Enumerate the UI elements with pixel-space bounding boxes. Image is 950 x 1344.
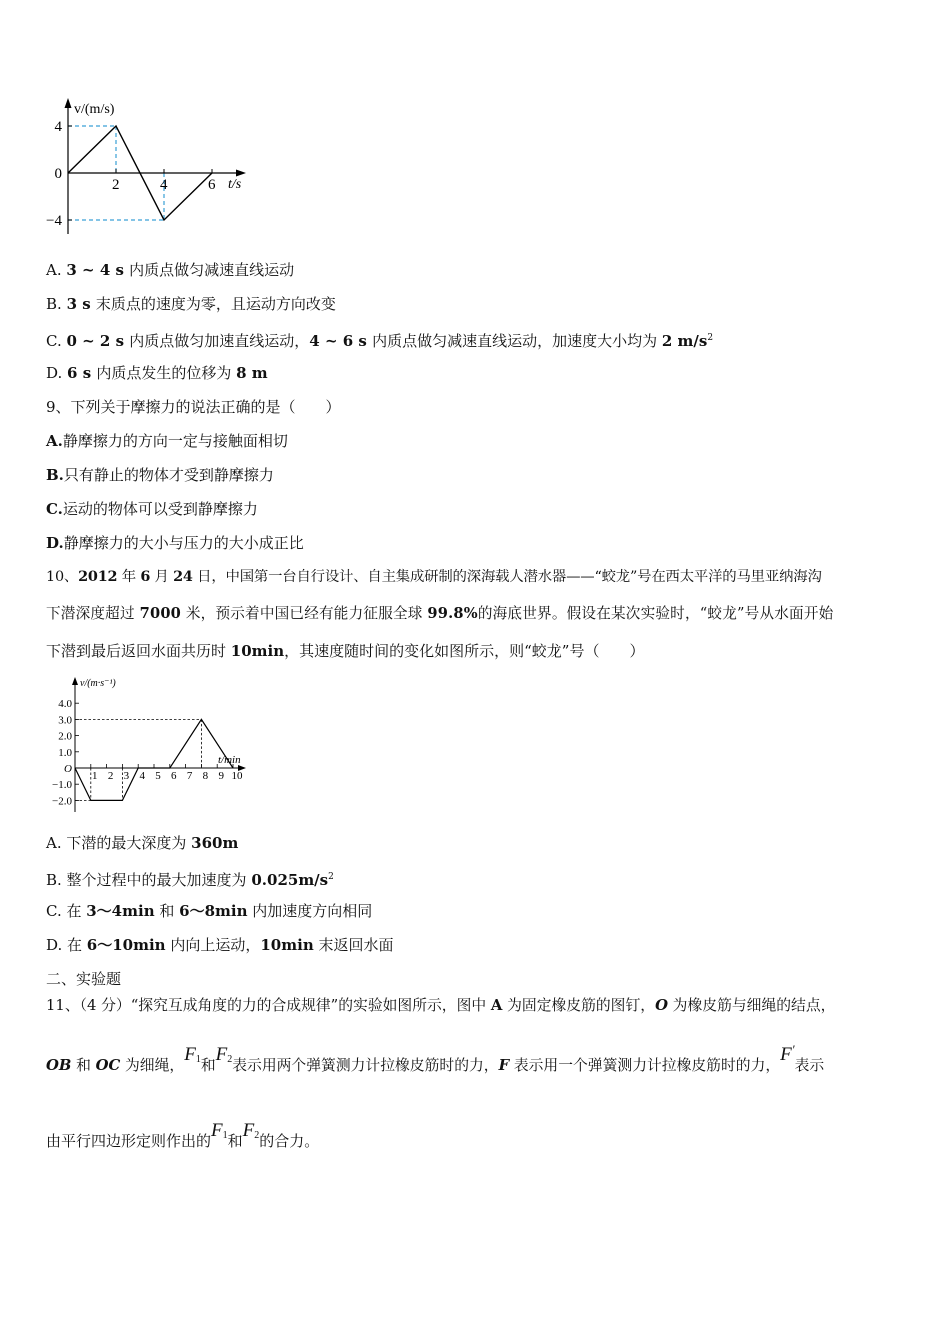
q8-option-c bbox=[46, 328, 713, 351]
option-value: 3 s bbox=[66, 295, 96, 313]
option-value: 2 m/s bbox=[661, 332, 708, 350]
stem-text: 和 bbox=[200, 1057, 216, 1074]
q11-stem-line-1 bbox=[46, 996, 835, 1016]
chart2-y-tick-label: 4.0 bbox=[58, 698, 72, 711]
stem-text: 为细绳， bbox=[120, 1057, 185, 1074]
option-text: 内质点发生的位移为 bbox=[96, 364, 237, 382]
chart1-y-tick-label: 4 bbox=[54, 119, 62, 135]
stem-number: 7000 bbox=[139, 605, 182, 622]
option-label: C. bbox=[46, 500, 63, 518]
option-label: B. bbox=[46, 466, 64, 484]
option-value: 0.025m/s bbox=[251, 871, 329, 889]
option-value: 6～8min bbox=[179, 902, 248, 920]
stem-number: 24 bbox=[173, 568, 193, 585]
force-f-prime: F′ bbox=[780, 1042, 795, 1065]
stem-text: 的海底世界。假设在某次实验时，“蛟龙”号从水面开始 bbox=[477, 605, 834, 622]
chart1-y-tick-label: −4 bbox=[46, 213, 62, 229]
stem-text: 年 bbox=[117, 569, 141, 585]
option-label: A. bbox=[46, 432, 63, 450]
option-value: 4 ~ 6 s bbox=[309, 332, 373, 350]
q8-option-b bbox=[46, 294, 336, 314]
option-text: 运动的物体可以受到静摩擦力 bbox=[62, 500, 258, 518]
symbol: OC bbox=[95, 1057, 121, 1074]
option-text: 内向上运动， bbox=[165, 936, 261, 954]
stem-text: 和 bbox=[71, 1057, 96, 1074]
q10-option-a bbox=[46, 833, 238, 853]
force-f2: $F_2$ bbox=[215, 1044, 233, 1065]
symbol: F bbox=[498, 1057, 510, 1074]
chart2-y-tick-label: 2.0 bbox=[58, 730, 72, 743]
chart2-y-tick-label: 1.0 bbox=[58, 746, 72, 759]
chart1-xlabel: t/s bbox=[228, 177, 242, 192]
chart2-x-tick-label: 8 bbox=[202, 770, 209, 782]
option-label: D. bbox=[46, 534, 64, 552]
option-label: C. bbox=[46, 332, 67, 350]
chart2-series-line bbox=[75, 719, 233, 800]
chart2-x-tick-label: 5 bbox=[155, 770, 161, 782]
force-f1: $F_1$ bbox=[211, 1120, 228, 1141]
option-text: 内质点做匀减速直线运动 bbox=[129, 261, 295, 279]
velocity-time-chart-2 bbox=[42, 672, 262, 822]
stem-text: 的合力。 bbox=[259, 1132, 320, 1150]
velocity-time-chart-1 bbox=[40, 96, 270, 246]
chart1-y-arrow bbox=[65, 98, 72, 108]
q11-stem-line-3 bbox=[46, 1120, 320, 1156]
chart1-x-tick-label: 6 bbox=[208, 177, 216, 193]
chart2-x-tick-label: 10 bbox=[231, 770, 243, 782]
stem-text: 表示用一个弹簧测力计拉橡皮筋时的力， bbox=[509, 1057, 781, 1074]
chart2-y-arrow bbox=[72, 677, 78, 685]
q10-stem-line-1 bbox=[46, 567, 822, 587]
option-label: B. bbox=[46, 295, 67, 313]
chart2-y-tick-label: −1.0 bbox=[52, 779, 72, 792]
option-value: 0 ~ 2 s bbox=[66, 332, 130, 350]
q10-stem-line-2 bbox=[46, 604, 833, 624]
option-label: A. bbox=[46, 261, 67, 279]
option-text: 和 bbox=[154, 902, 180, 920]
option-text: 静摩擦力的大小与压力的大小成正比 bbox=[63, 534, 304, 552]
option-value: 6 s bbox=[67, 364, 97, 382]
q9-stem: 9、下列关于摩擦力的说法正确的是（ ） bbox=[46, 398, 341, 416]
option-text: B. 整个过程中的最大加速度为 bbox=[46, 871, 252, 889]
stem-text: 表示 bbox=[794, 1057, 825, 1074]
option-text: 内质点做匀加速直线运动， bbox=[129, 332, 310, 350]
q10-option-d bbox=[46, 935, 394, 955]
option-value: 6～10min bbox=[86, 936, 166, 954]
chart2-x-tick-label: 9 bbox=[218, 770, 224, 782]
chart2-x-tick-label: 1 bbox=[92, 770, 98, 782]
q10-stem-line-3 bbox=[46, 641, 644, 661]
chart2-x-tick-label: 6 bbox=[171, 770, 177, 782]
option-text: D. 在 bbox=[46, 936, 87, 954]
option-value: 8 m bbox=[236, 364, 268, 382]
symbol: O bbox=[655, 997, 668, 1014]
chart2-x-tick-label: 2 bbox=[107, 770, 114, 782]
stem-number: 99.8% bbox=[427, 605, 478, 622]
option-text: 只有静止的物体才受到静摩擦力 bbox=[63, 466, 274, 484]
chart2-x-tick-label: 7 bbox=[186, 770, 193, 782]
stem-text: 由平行四边形定则作出的 bbox=[46, 1132, 212, 1150]
option-label: D. bbox=[46, 364, 68, 382]
option-text: A. 下潜的最大深度为 bbox=[46, 834, 192, 852]
stem-text: ，其速度随时间的变化如图所示，则“蛟龙”号（ ） bbox=[284, 642, 645, 660]
q10-option-c bbox=[46, 901, 372, 921]
stem-text: 和 bbox=[227, 1132, 243, 1150]
option-value: 3～4min bbox=[86, 902, 155, 920]
stem-text: 10、 bbox=[46, 569, 79, 585]
stem-text: 米，预示着中国已经有能力征服全球 bbox=[181, 605, 428, 622]
stem-text: 月 bbox=[150, 569, 174, 585]
stem-number: 10min bbox=[230, 642, 285, 660]
force-f1: $F_1$ bbox=[184, 1044, 201, 1065]
superscript: 2 bbox=[328, 872, 334, 882]
option-text: 末质点的速度为零，且运动方向改变 bbox=[95, 295, 336, 313]
q9-option-c bbox=[46, 499, 258, 519]
q8-option-d bbox=[46, 363, 268, 383]
stem-text: 为橡皮筋与细绳的结点， bbox=[667, 997, 836, 1014]
option-value: 10min bbox=[260, 936, 314, 954]
chart2-x-tick-label: 4 bbox=[139, 770, 145, 782]
chart2-ylabel: v/(m·s⁻¹) bbox=[80, 678, 116, 689]
option-value: 3 ~ 4 s bbox=[66, 261, 130, 279]
q11-stem-line-2 bbox=[46, 1042, 825, 1080]
q9-option-d bbox=[46, 533, 304, 553]
option-text: 末返回水面 bbox=[313, 936, 394, 954]
option-text: C. 在 bbox=[46, 902, 87, 920]
chart2-xlabel: t/min bbox=[218, 754, 241, 766]
symbol: OB bbox=[46, 1057, 72, 1074]
chart1-x-tick-label: 2 bbox=[112, 177, 120, 193]
option-text: 内加速度方向相同 bbox=[247, 902, 373, 920]
stem-number: 6 bbox=[140, 568, 151, 585]
chart2-y-tick-label: O bbox=[64, 763, 72, 775]
stem-text: 表示用两个弹簧测力计拉橡皮筋时的力， bbox=[232, 1057, 499, 1074]
option-text: 内质点做匀减速直线运动，加速度大小均为 bbox=[372, 332, 662, 350]
stem-text: 为固定橡皮筋的图钉， bbox=[502, 997, 656, 1014]
stem-text: 11、（4 分）“探究互成角度的力的合成规律”的实验如图所示，图中 bbox=[46, 997, 491, 1014]
stem-text: 下潜到最后返回水面共历时 bbox=[46, 642, 231, 660]
superscript: 2 bbox=[707, 333, 714, 343]
stem-number: 2012 bbox=[78, 568, 118, 585]
force-f2: $F_2$ bbox=[242, 1120, 260, 1141]
symbol: A bbox=[490, 997, 503, 1014]
option-value: 360m bbox=[191, 834, 239, 852]
q9-option-b bbox=[46, 465, 274, 485]
stem-text: 日，中国第一台自行设计、自主集成研制的深海载人潜水器——“蛟龙”号在西太平洋的马里亚纳海沟 bbox=[192, 569, 822, 585]
chart2-x-tick-label: 3 bbox=[123, 770, 130, 782]
q9-option-a bbox=[46, 431, 288, 451]
section-title: 二、实验题 bbox=[46, 970, 122, 988]
q10-option-b bbox=[46, 867, 334, 890]
chart2-y-tick-label: −2.0 bbox=[52, 795, 72, 808]
chart1-ylabel: v/(m/s) bbox=[74, 102, 115, 117]
chart2-y-tick-label: 3.0 bbox=[58, 714, 72, 727]
chart1-x-arrow bbox=[236, 170, 246, 177]
chart1-y-tick-label: 0 bbox=[54, 166, 62, 182]
stem-text: 下潜深度超过 bbox=[46, 605, 140, 622]
option-text: 静摩擦力的方向一定与接触面相切 bbox=[62, 432, 288, 450]
chart1-x-tick-label: 4 bbox=[160, 177, 168, 193]
q8-option-a bbox=[46, 260, 294, 280]
